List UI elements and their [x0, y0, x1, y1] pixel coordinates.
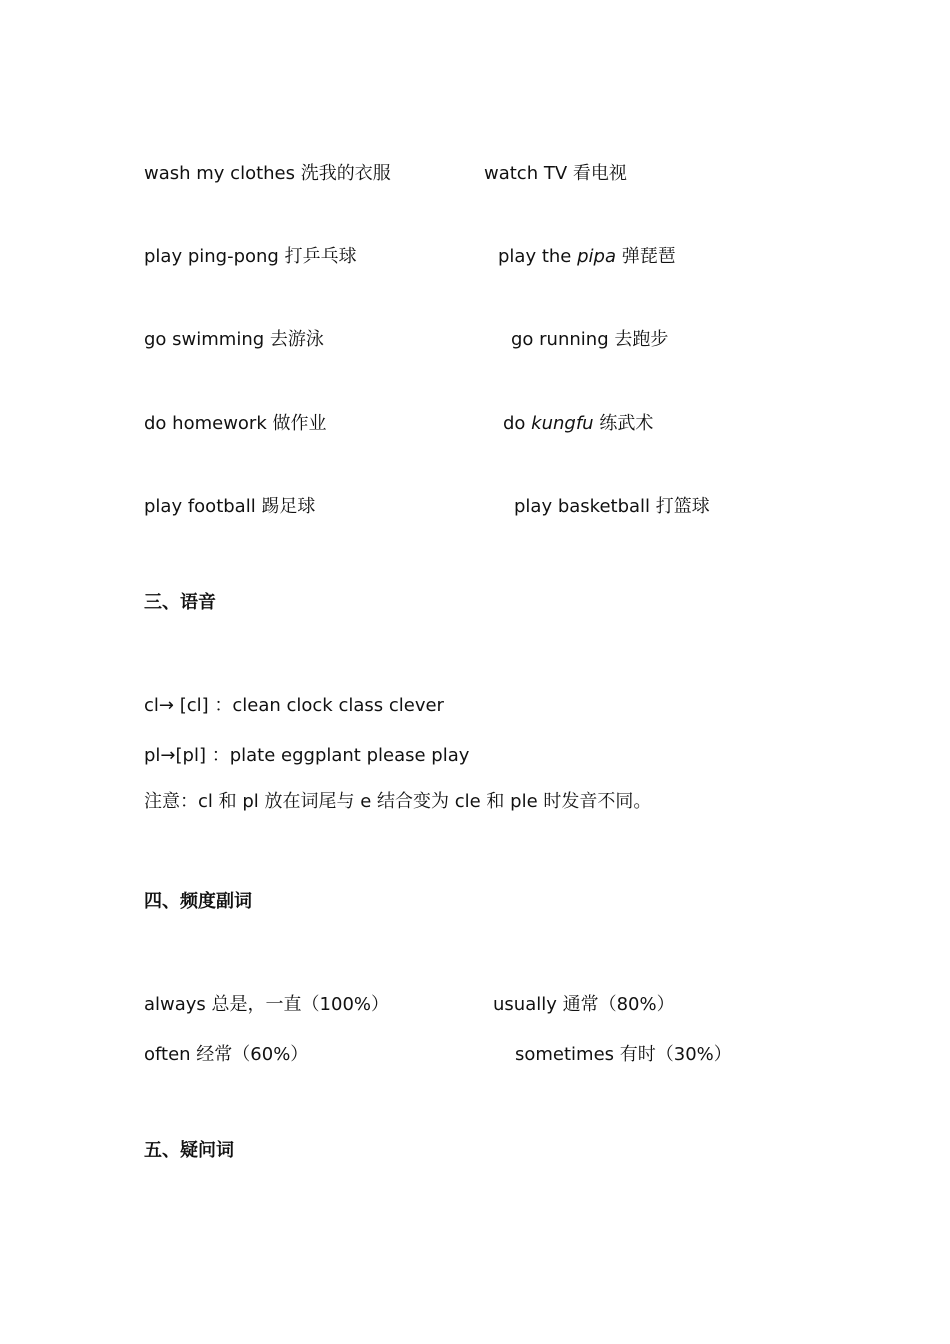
phrase-kungfu-italic: kungfu: [531, 413, 594, 434]
phrase-do-kungfu: [503, 413, 653, 435]
phrase-wash-my-clothes: wash my clothes 洗我的衣服: [144, 163, 391, 184]
phrase-go-swimming: go swimming 去游泳: [144, 329, 324, 350]
phrase-go-running: go running 去跑步: [511, 329, 669, 350]
phrase-play-the-pipa: [498, 246, 676, 268]
phonics-line-pl: pl→[pl] ：plate eggplant please play: [144, 745, 470, 766]
adverb-often: often 经常（60%）: [144, 1044, 309, 1065]
adverb-usually: usually 通常（80%）: [493, 994, 675, 1015]
section-4-heading: 四、频度副词: [144, 891, 252, 912]
phonics-line-cl: cl→ [cl] ：clean clock class clever: [144, 695, 444, 716]
phrase-kungfu-pre: do: [503, 413, 532, 434]
phrase-pipa-pre: play the: [498, 246, 578, 267]
phrase-kungfu-post: 练武术: [593, 413, 654, 434]
section-5-heading: 五、疑问词: [144, 1140, 234, 1161]
adverb-always: always 总是，一直（100%）: [144, 994, 389, 1015]
phrase-play-basketball: play basketball 打篮球: [514, 496, 710, 517]
phonics-note: 注意：cl 和 pl 放在词尾与 e 结合变为 cle 和 ple 时发音不同。: [144, 791, 652, 812]
adverb-sometimes: sometimes 有时（30%）: [515, 1044, 732, 1065]
phrase-do-homework: do homework 做作业: [144, 413, 327, 434]
phrase-play-ping-pong: play ping-pong 打乒乓球: [144, 246, 357, 267]
phrase-play-football: play football 踢足球: [144, 496, 316, 517]
phrase-watch-tv: watch TV 看电视: [484, 163, 627, 184]
phrase-pipa-post: 弹琵琶: [615, 246, 676, 267]
section-3-heading: 三、语音: [144, 592, 216, 613]
phrase-pipa-italic: pipa: [577, 246, 616, 267]
